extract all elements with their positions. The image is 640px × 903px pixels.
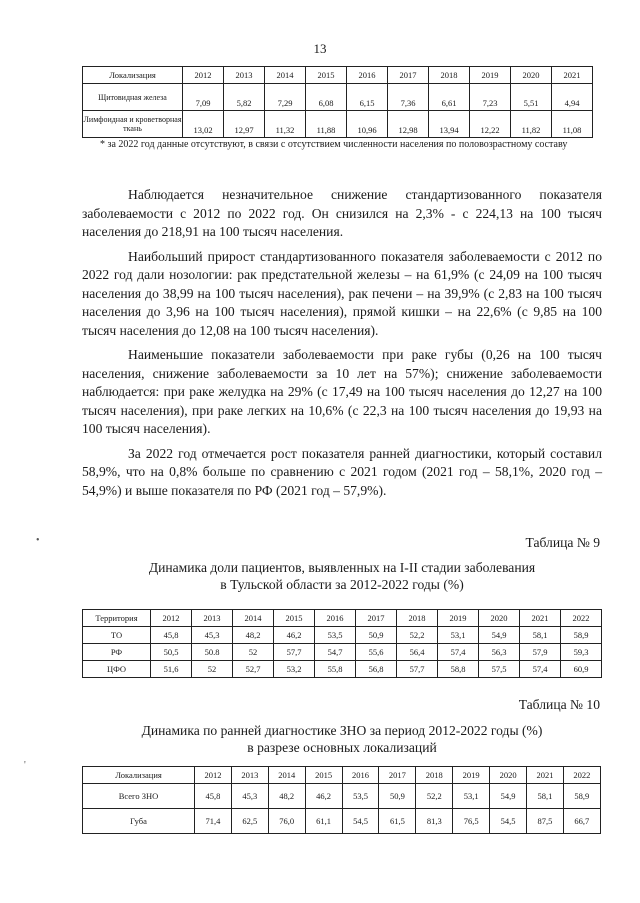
row-label: ЦФО xyxy=(83,661,151,678)
column-header-year: 2017 xyxy=(388,67,429,84)
cell-value: 50,9 xyxy=(356,627,397,644)
column-header-year: 2014 xyxy=(268,767,305,784)
column-header-year: 2013 xyxy=(192,610,233,627)
column-header-year: 2014 xyxy=(233,610,274,627)
table9-title xyxy=(82,559,602,593)
cell-value: 6,08 xyxy=(306,84,347,111)
cell-value: 57,5 xyxy=(479,661,520,678)
cell-value: 11,08 xyxy=(552,111,593,138)
cell-value: 55,6 xyxy=(356,644,397,661)
cell-value: 13,94 xyxy=(429,111,470,138)
cell-value: 5,51 xyxy=(511,84,552,111)
cell-value: 56,8 xyxy=(356,661,397,678)
column-header-year: 2016 xyxy=(315,610,356,627)
cell-value: 57,9 xyxy=(520,644,561,661)
cell-value: 11,82 xyxy=(511,111,552,138)
cell-value: 52,2 xyxy=(397,627,438,644)
cell-value: 53,1 xyxy=(453,784,490,809)
cell-value: 58,9 xyxy=(563,784,600,809)
row-label: Всего ЗНО xyxy=(83,784,195,809)
column-header-year: 2015 xyxy=(305,767,342,784)
cell-value: 59,3 xyxy=(561,644,602,661)
cell-value: 76,0 xyxy=(268,809,305,834)
table9 xyxy=(82,609,602,678)
column-header-year: 2022 xyxy=(563,767,600,784)
cell-value: 54,7 xyxy=(315,644,356,661)
cell-value: 50,5 xyxy=(151,644,192,661)
table-row xyxy=(83,644,602,661)
cell-value: 54,9 xyxy=(490,784,527,809)
cell-value: 45,3 xyxy=(192,627,233,644)
cell-value: 62,5 xyxy=(231,809,268,834)
column-header-year: 2017 xyxy=(356,610,397,627)
row-label: Лимфоидная и кроветворная ткань xyxy=(83,111,183,138)
column-header-year: 2015 xyxy=(274,610,315,627)
cell-value: 53,1 xyxy=(438,627,479,644)
cell-value: 54,5 xyxy=(490,809,527,834)
cell-value: 12,22 xyxy=(470,111,511,138)
row-label: ТО xyxy=(83,627,151,644)
column-header-year: 2019 xyxy=(470,67,511,84)
column-header-year: 2021 xyxy=(552,67,593,84)
cell-value: 48,2 xyxy=(268,784,305,809)
cell-value: 7,36 xyxy=(388,84,429,111)
column-header-year: 2017 xyxy=(379,767,416,784)
column-header-year: 2012 xyxy=(183,67,224,84)
cell-value: 58,8 xyxy=(438,661,479,678)
cell-value: 52 xyxy=(192,661,233,678)
cell-value: 13,02 xyxy=(183,111,224,138)
column-header-year: 2020 xyxy=(511,67,552,84)
cell-value: 57,7 xyxy=(274,644,315,661)
cell-value: 52 xyxy=(233,644,274,661)
column-header-year: 2012 xyxy=(151,610,192,627)
column-header-year: 2014 xyxy=(265,67,306,84)
cell-value: 53,2 xyxy=(274,661,315,678)
cell-value: 81,3 xyxy=(416,809,453,834)
column-header-year: 2019 xyxy=(453,767,490,784)
cell-value: 61,5 xyxy=(379,809,416,834)
table-row xyxy=(83,111,593,138)
cell-value: 46,2 xyxy=(305,784,342,809)
cell-value: 6,61 xyxy=(429,84,470,111)
table-header-row xyxy=(83,767,601,784)
cell-value: 54,5 xyxy=(342,809,379,834)
cell-value: 7,29 xyxy=(265,84,306,111)
column-header-year: 2013 xyxy=(231,767,268,784)
cell-value: 45,3 xyxy=(231,784,268,809)
column-header-year: 2021 xyxy=(520,610,561,627)
cell-value: 50,9 xyxy=(379,784,416,809)
cell-value: 46,2 xyxy=(274,627,315,644)
column-header-label: Локализация xyxy=(83,767,195,784)
cell-value: 10,96 xyxy=(347,111,388,138)
paragraph: Наименьшие показатели заболеваемости при раке губы (0,26 на 100 тысяч населения, снижение заболеваемости за 10 лет на 57%); снижение заболеваемости наблюдается: при раке желудка на 29% (с 17,49 на 100 тысяч населения до 12,27 на 100 тысяч населения), при раке легких на 10,6% (с 22,3 на 100 тысяч населения до 19,93 на 100 тысяч населения). xyxy=(82,347,602,436)
column-header-year: 2022 xyxy=(561,610,602,627)
table-header-row xyxy=(83,67,593,84)
paragraph: Наибольший прирост стандартизованного показателя заболеваемости с 2012 по 2022 год дали нозологии: рак предстательной железы – на 61,9% (с 24,09 на 100 тысяч населения до 38,99 на 100 тысяч населения), рак печени – на 39,9% (с 2,83 на 100 тысяч населения до 3,96 на 100 тысяч населения), прямой кишки – на 22,6% (с 9,85 на 100 тысяч населения до 12,08 на 100 тысяч населения). xyxy=(82,248,602,338)
table9-caption: Таблица № 9 xyxy=(525,535,600,550)
cell-value: 57,4 xyxy=(520,661,561,678)
scan-mark: ' xyxy=(24,760,26,771)
column-header-year: 2018 xyxy=(416,767,453,784)
scan-mark: • xyxy=(36,535,40,546)
cell-value: 7,09 xyxy=(183,84,224,111)
cell-value: 11,88 xyxy=(306,111,347,138)
table10-caption: Таблица № 10 xyxy=(518,697,600,712)
table-row xyxy=(83,661,602,678)
table-header-row xyxy=(83,610,602,627)
paragraph: Наблюдается незначительное снижение стандартизованного показателя заболеваемости с 2012 по 2022 год. Он снизился на 2,3% - с 224,13 на 100 тысяч населения до 218,91 на 100 тысяч населения. xyxy=(82,187,602,239)
localization-table-top xyxy=(82,66,593,138)
cell-value: 4,94 xyxy=(552,84,593,111)
cell-value: 6,15 xyxy=(347,84,388,111)
column-header-year: 2019 xyxy=(438,610,479,627)
cell-value: 66,7 xyxy=(563,809,600,834)
cell-value: 12,98 xyxy=(388,111,429,138)
cell-value: 57,7 xyxy=(397,661,438,678)
row-label: Губа xyxy=(83,809,195,834)
cell-value: 61,1 xyxy=(305,809,342,834)
cell-value: 50.8 xyxy=(192,644,233,661)
cell-value: 45,8 xyxy=(151,627,192,644)
cell-value: 58,1 xyxy=(520,627,561,644)
column-header-year: 2015 xyxy=(306,67,347,84)
body-text xyxy=(82,186,602,500)
column-header-year: 2020 xyxy=(490,767,527,784)
table-row xyxy=(83,627,602,644)
cell-value: 12,97 xyxy=(224,111,265,138)
cell-value: 48,2 xyxy=(233,627,274,644)
table9-title-line1: Динамика доли пациентов, выявленных на I-II стадии заболевания xyxy=(148,560,536,575)
column-header-year: 2016 xyxy=(347,67,388,84)
table-row xyxy=(83,809,601,834)
cell-value: 71,4 xyxy=(195,809,232,834)
cell-value: 51,6 xyxy=(151,661,192,678)
cell-value: 52,2 xyxy=(416,784,453,809)
cell-value: 60,9 xyxy=(561,661,602,678)
column-header-year: 2020 xyxy=(479,610,520,627)
paragraph: За 2022 год отмечается рост показателя ранней диагностики, который составил 58,9%, что на 0,8% больше по сравнению с 2021 годом (2021 год – 58,1%, 2020 год – 54,9%) и выше показателя по РФ (2021 год – 57,9%). xyxy=(82,445,602,498)
cell-value: 53,5 xyxy=(342,784,379,809)
row-label: Щитовидная железа xyxy=(83,84,183,111)
cell-value: 76,5 xyxy=(453,809,490,834)
cell-value: 54,9 xyxy=(479,627,520,644)
footnote: * за 2022 год данные отсутствуют, в связи с отсутствием численности населения по половозрастному составу xyxy=(100,139,568,150)
cell-value: 11,32 xyxy=(265,111,306,138)
column-header-year: 2012 xyxy=(195,767,232,784)
column-header-label: Территория xyxy=(83,610,151,627)
cell-value: 5,82 xyxy=(224,84,265,111)
column-header-label: Локализация xyxy=(83,67,183,84)
cell-value: 45,8 xyxy=(195,784,232,809)
table10-title-line2: в разрезе основных локализаций xyxy=(247,740,437,755)
table9-title-line2: в Тульской области за 2012-2022 годы (%) xyxy=(220,577,464,592)
column-header-year: 2016 xyxy=(342,767,379,784)
cell-value: 58,9 xyxy=(561,627,602,644)
cell-value: 87,5 xyxy=(527,809,564,834)
row-label: РФ xyxy=(83,644,151,661)
table-row xyxy=(83,84,593,111)
table10-title-line1: Динамика по ранней диагностике ЗНО за период 2012-2022 годы (%) xyxy=(141,723,543,738)
table-row xyxy=(83,784,601,809)
table10-title xyxy=(82,722,602,756)
cell-value: 56,4 xyxy=(397,644,438,661)
cell-value: 56,3 xyxy=(479,644,520,661)
cell-value: 52,7 xyxy=(233,661,274,678)
column-header-year: 2013 xyxy=(224,67,265,84)
column-header-year: 2021 xyxy=(527,767,564,784)
cell-value: 58,1 xyxy=(527,784,564,809)
page-number: 13 xyxy=(313,41,327,56)
cell-value: 55,8 xyxy=(315,661,356,678)
cell-value: 57,4 xyxy=(438,644,479,661)
cell-value: 7,23 xyxy=(470,84,511,111)
cell-value: 53,5 xyxy=(315,627,356,644)
column-header-year: 2018 xyxy=(429,67,470,84)
column-header-year: 2018 xyxy=(397,610,438,627)
table10 xyxy=(82,766,601,834)
